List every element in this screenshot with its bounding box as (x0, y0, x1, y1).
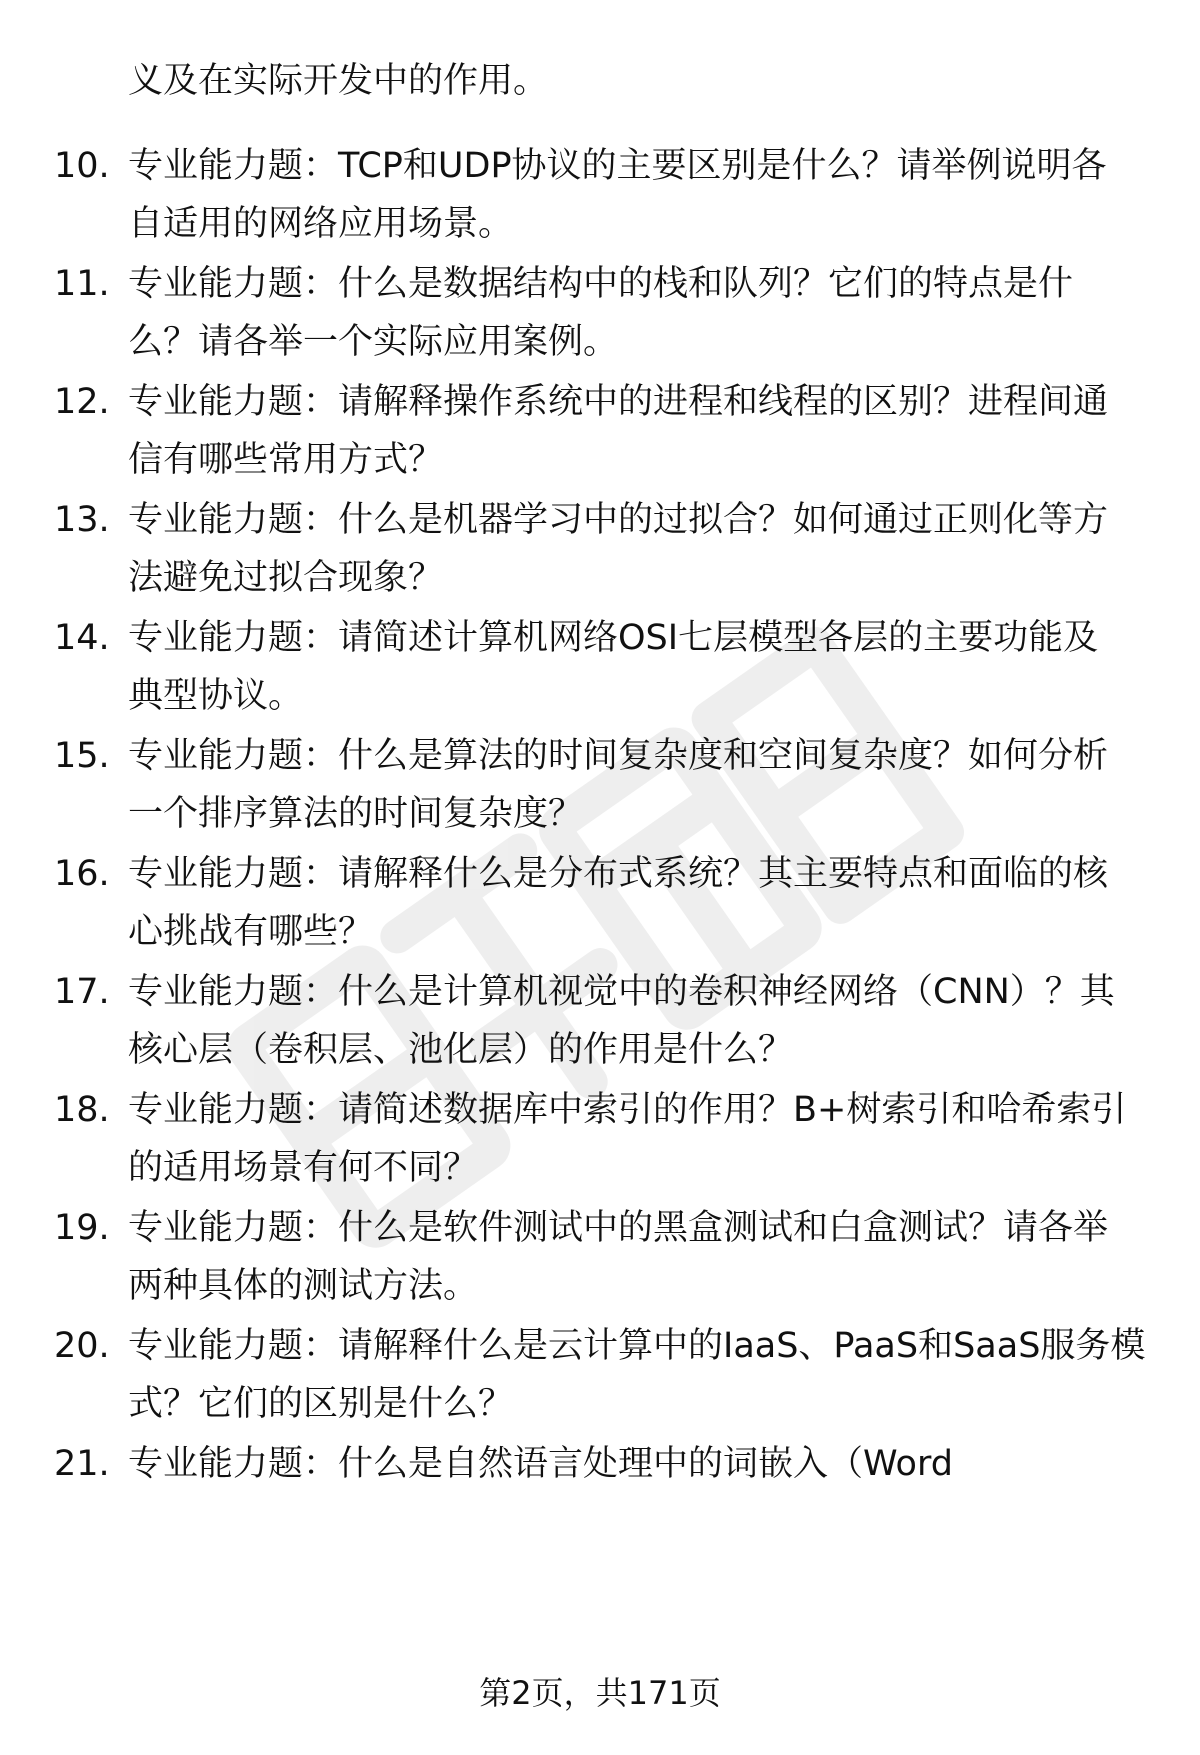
question-text-line: 自适用的网络应用场景。 (128, 204, 514, 244)
question-text-line: 专业能力题：什么是数据结构中的栈和队列？它们的特点是什 (128, 264, 1074, 304)
question-item (0, 255, 1200, 375)
question-text-line: 信有哪些常用方式？ (128, 440, 444, 480)
question-item (0, 373, 1200, 493)
question-text-line: 式？它们的区别是什么？ (128, 1384, 514, 1424)
question-text-line: 专业能力题：请简述计算机网络OSI七层模型各层的主要功能及 (128, 618, 1099, 658)
question-item (0, 1435, 1200, 1555)
question-text-line: 专业能力题：请解释什么是分布式系统？其主要特点和面临的核 (128, 854, 1109, 894)
question-item (0, 609, 1200, 729)
question-text (128, 491, 1168, 607)
question-text-line: 两种具体的测试方法。 (128, 1266, 479, 1306)
question-text-line: 一个排序算法的时间复杂度？ (128, 794, 584, 834)
question-text (128, 727, 1168, 843)
question-text-line: 专业能力题：请简述数据库中索引的作用？B+树索引和哈希索引 (128, 1090, 1127, 1130)
question-number: 17. (54, 972, 110, 1012)
question-text-line: 心挑战有哪些？ (128, 912, 374, 952)
question-text (128, 845, 1168, 961)
question-number: 10. (54, 146, 110, 186)
question-text-line: 专业能力题：什么是计算机视觉中的卷积神经网络（CNN）？其 (128, 972, 1115, 1012)
question-number: 14. (54, 618, 110, 658)
question-text-line: 么？请各举一个实际应用案例。 (128, 322, 619, 362)
question-text (128, 255, 1168, 371)
question-text-line: 专业能力题：请解释操作系统中的进程和线程的区别？进程间通 (128, 382, 1109, 422)
question-text (128, 1317, 1168, 1433)
question-item (0, 1317, 1200, 1437)
question-number: 20. (54, 1326, 110, 1366)
question-item (0, 137, 1200, 257)
question-item (0, 845, 1200, 965)
continuation-text: 义及在实际开发中的作用。 (128, 61, 549, 101)
question-text-line: 专业能力题：什么是软件测试中的黑盒测试和白盒测试？请各举 (128, 1208, 1109, 1248)
question-number: 11. (54, 264, 110, 304)
question-number: 19. (54, 1208, 110, 1248)
question-text-line: 专业能力题：请解释什么是云计算中的IaaS、PaaS和SaaS服务模 (128, 1326, 1146, 1366)
question-item (0, 491, 1200, 611)
question-text-line: 法避免过拟合现象？ (128, 558, 444, 598)
question-text (128, 373, 1168, 489)
question-item (0, 963, 1200, 1083)
question-item (0, 1081, 1200, 1201)
question-number: 15. (54, 736, 110, 776)
question-text-line: 的适用场景有何不同？ (128, 1148, 479, 1188)
question-text (128, 137, 1168, 253)
question-item (0, 727, 1200, 847)
question-text-line: 专业能力题：什么是算法的时间复杂度和空间复杂度？如何分析 (128, 736, 1109, 776)
question-number: 21. (54, 1444, 110, 1484)
question-item (0, 1199, 1200, 1319)
question-text-line: 专业能力题：什么是机器学习中的过拟合？如何通过正则化等方 (128, 500, 1109, 540)
question-text-line: 典型协议。 (128, 676, 304, 716)
question-text (128, 963, 1168, 1079)
question-text (128, 1199, 1168, 1315)
question-text (128, 609, 1168, 725)
page-footer: 第2页，共171页 (479, 1674, 721, 1712)
question-number: 16. (54, 854, 110, 894)
question-text-line: 专业能力题：什么是自然语言处理中的词嵌入（Word (128, 1444, 953, 1484)
question-text (128, 1435, 1168, 1493)
question-text (128, 1081, 1168, 1197)
question-number: 18. (54, 1090, 110, 1130)
question-number: 12. (54, 382, 110, 422)
question-text-line: 专业能力题：TCP和UDP协议的主要区别是什么？请举例说明各 (128, 146, 1107, 186)
question-number: 13. (54, 500, 110, 540)
question-text-line: 核心层（卷积层、池化层）的作用是什么？ (128, 1030, 794, 1070)
